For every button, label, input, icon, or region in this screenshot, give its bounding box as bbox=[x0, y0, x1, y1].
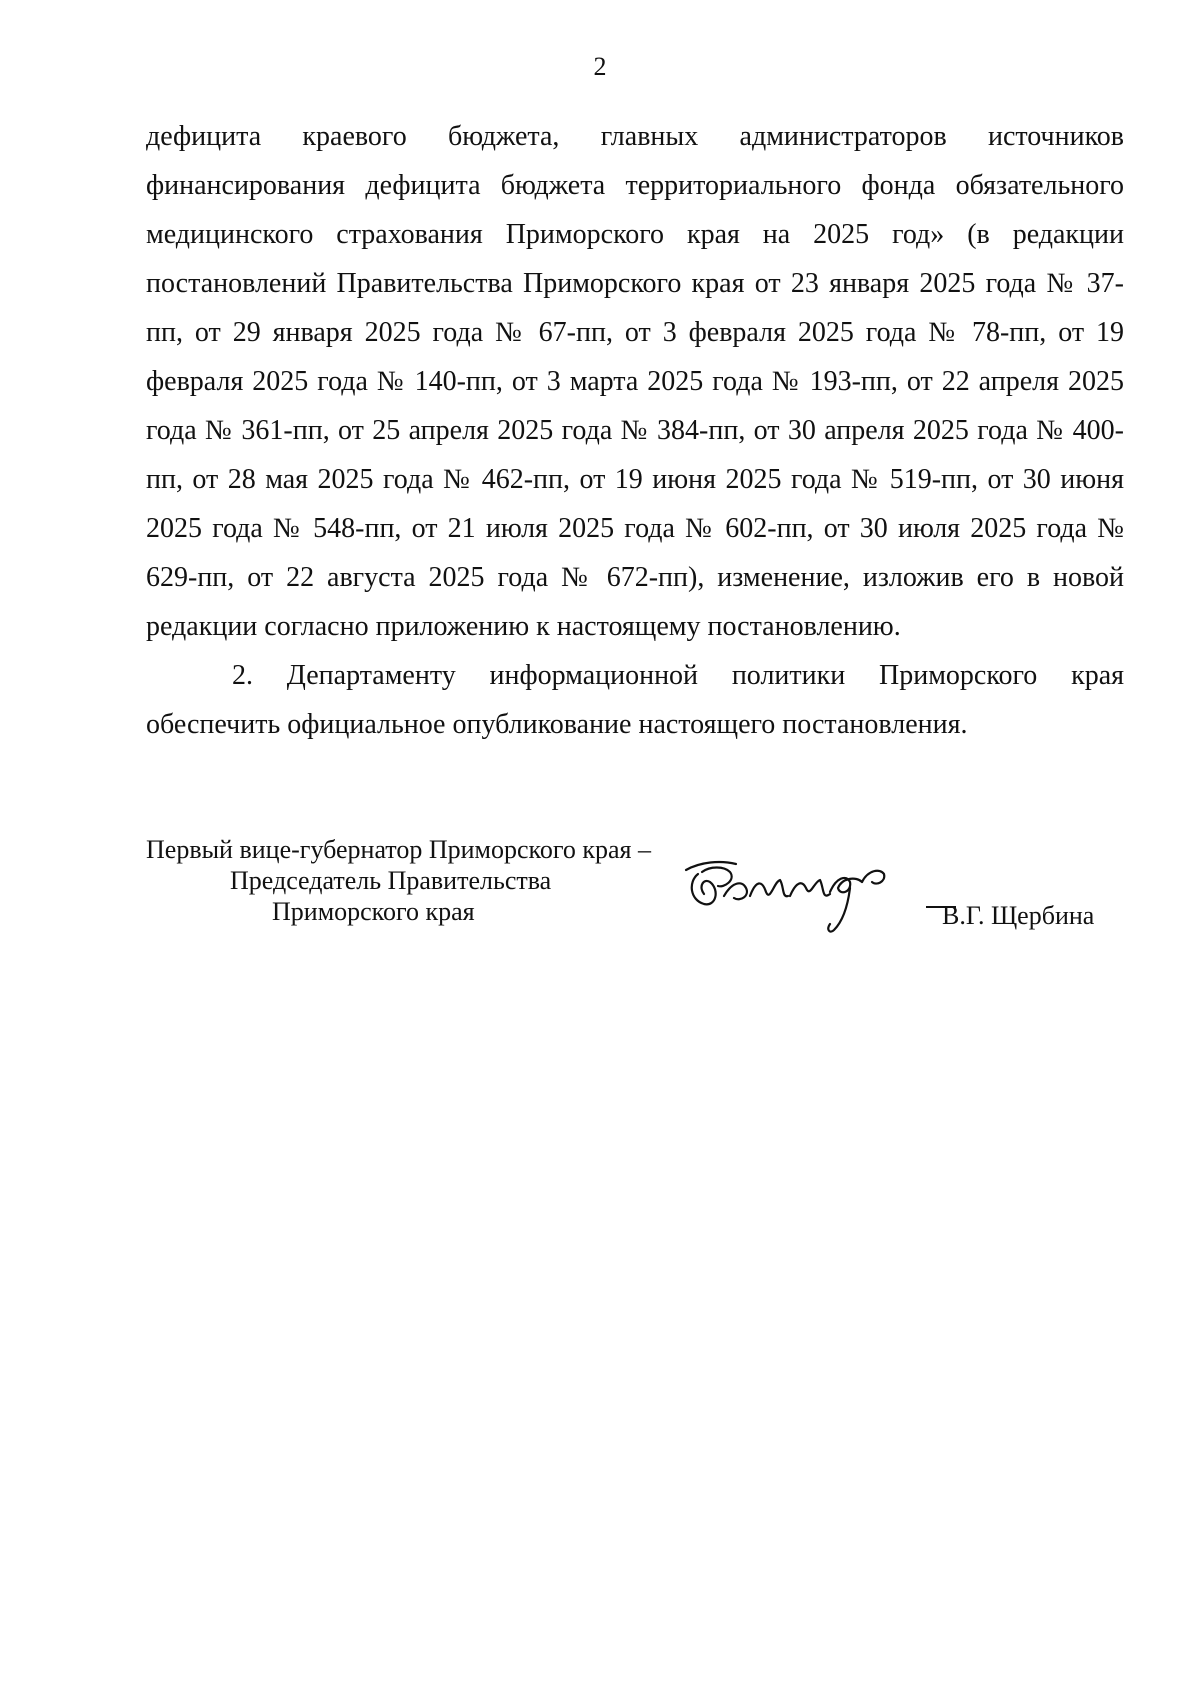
page-number: 2 bbox=[593, 52, 607, 81]
handwritten-signature bbox=[680, 852, 920, 942]
document-body bbox=[146, 112, 1124, 749]
signatory-title-line-3: Приморского края bbox=[272, 897, 475, 926]
signatory-title-line-2: Председатель Правительства bbox=[230, 866, 552, 895]
signatory-name: В.Г. Щербина bbox=[942, 901, 1095, 930]
signatory-title-line-1: Первый вице-губернатор Приморского края – bbox=[146, 835, 651, 864]
paragraph-2: 2. Департаменту информационной политики Приморского края обеспечить официальное опубликование настоящего постановления. bbox=[146, 660, 1124, 740]
signature-block bbox=[146, 834, 1126, 944]
paragraph-1: дефицита краевого бюджета, главных администраторов источников финансирования дефицита бюджета территориального фонда обязательного медицинского страхования Приморского края на 2025 год» (в редакции постановлений Правительства Приморского края от 23 января 2025 года № 37- пп, от 29 января 2025 года № 67-пп, от 3 февраля 2025 года № 78-пп, от 19 февраля 2025 года № 140-пп, от 3 марта 2025 года № 193-пп, от 22 апреля 2025 года № 361-пп, от 25 апреля 2025 года № 384-пп, от 30 апреля 2025 года № 400-пп, от 28 мая 2025 года № 462-пп, от 19 июня 2025 года № 519-пп, от 30 июня 2025 года № 548-пп, от 21 июля 2025 года № 602-пп, от 30 июля 2025 года № 629-пп, от 22 августа 2025 года № 672-пп), изменение, изложив его в новой редакции согласно приложению к настоящему постановлению. bbox=[146, 121, 1124, 642]
